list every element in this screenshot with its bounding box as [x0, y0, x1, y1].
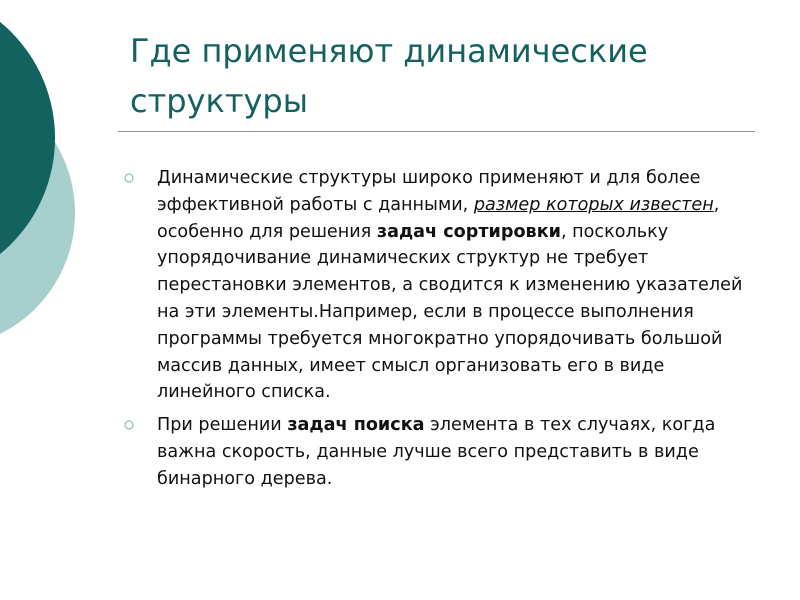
- bullet-text: Динамические структуры широко применяют и для более эффективной работы с данными,: [157, 168, 701, 215]
- slide-title: Где применяют динамические структуры: [130, 32, 648, 120]
- bullet-item-dynamic-structures: [118, 165, 763, 406]
- title-divider: [118, 131, 755, 132]
- bullet-list: [118, 165, 763, 499]
- bullet-item-search-tasks: [118, 412, 763, 492]
- emphasis-search-tasks: задач поиска: [287, 415, 425, 436]
- bullet-text: , особенно для решения: [157, 194, 720, 242]
- bullet-text: элемента в тех случаях, когда важна скорость, данные лучше всего представить в виде бинарного дерева.: [157, 415, 716, 489]
- bullet-circle-icon: [124, 173, 134, 183]
- bullet-text: При решении: [157, 415, 288, 436]
- emphasis-sorting-tasks: задач сортировки: [376, 221, 561, 242]
- emphasis-known-size: размер которых известен: [473, 194, 714, 215]
- bullet-text: , поскольку упорядочивание динамических структур не требует перестановки элементов, а сводится к изменению указателей на эти элементы.Например, если в процессе выполнения программы требуется многократно упорядочивать большой массив данных, имеет смысл организовать его в виде линейного списка.: [157, 221, 743, 403]
- bullet-circle-icon: [124, 420, 134, 430]
